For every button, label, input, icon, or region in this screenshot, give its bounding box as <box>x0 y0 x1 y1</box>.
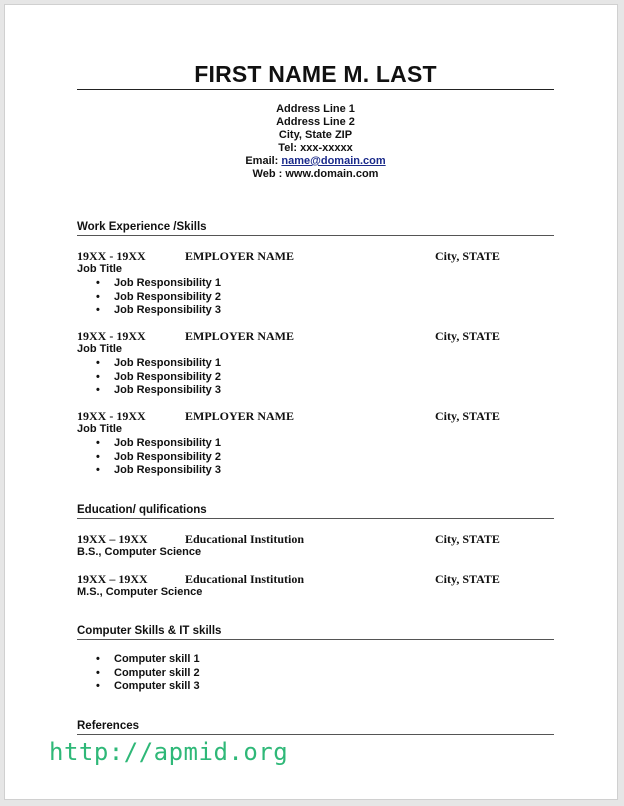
address-line-2: Address Line 2 <box>276 116 355 128</box>
education-entry-header <box>77 532 554 546</box>
skills-list <box>77 653 554 694</box>
work-entry <box>77 409 554 478</box>
responsibility-item: • Job Responsibility 1 <box>77 437 554 451</box>
work-location: City, STATE <box>435 329 500 343</box>
education-location: City, STATE <box>435 532 500 546</box>
section-divider-references <box>77 734 554 735</box>
city-state-zip: City, State ZIP <box>278 129 353 141</box>
education-dates: 19XX – 19XX <box>77 572 148 586</box>
responsibility-list <box>77 277 554 318</box>
responsibility-item: • Job Responsibility 1 <box>77 277 554 291</box>
skill-item: • Computer skill 2 <box>77 667 554 681</box>
education-location: City, STATE <box>435 572 500 586</box>
work-entry-header <box>77 409 554 423</box>
responsibility-item: • Job Responsibility 1 <box>77 357 554 371</box>
work-entry-header <box>77 329 554 343</box>
work-entry <box>77 329 554 398</box>
email-label: Email: <box>245 155 282 167</box>
skill-item: • Computer skill 1 <box>77 653 554 667</box>
responsibility-item: • Job Responsibility 2 <box>77 451 554 465</box>
job-title: Job Title <box>77 343 123 355</box>
education-entry <box>77 572 554 599</box>
institution-name: Educational Institution <box>185 532 305 546</box>
responsibility-item: • Job Responsibility 3 <box>77 464 554 478</box>
responsibility-item: • Job Responsibility 3 <box>77 304 554 318</box>
employer-name: EMPLOYER NAME <box>185 249 294 263</box>
responsibility-item: • Job Responsibility 2 <box>77 371 554 385</box>
section-divider-education <box>77 518 554 519</box>
employer-name: EMPLOYER NAME <box>185 329 294 343</box>
responsibility-list <box>77 357 554 398</box>
work-dates: 19XX - 19XX <box>77 409 146 423</box>
watermark-url: http://apmid.org <box>49 738 289 766</box>
responsibility-item: • Job Responsibility 2 <box>77 291 554 305</box>
education-dates: 19XX – 19XX <box>77 532 148 546</box>
job-title: Job Title <box>77 423 123 435</box>
candidate-name: FIRST NAME M. LAST <box>194 61 437 87</box>
work-entry-header <box>77 249 554 263</box>
skill-item: • Computer skill 3 <box>77 680 554 694</box>
address-line-1: Address Line 1 <box>276 103 355 115</box>
institution-name: Educational Institution <box>185 572 305 586</box>
work-dates: 19XX - 19XX <box>77 249 146 263</box>
job-title: Job Title <box>77 263 123 275</box>
website: Web : www.domain.com <box>252 168 379 180</box>
responsibility-list <box>77 437 554 478</box>
name-divider <box>77 89 554 90</box>
telephone: Tel: xxx-xxxxx <box>278 142 353 154</box>
degree: M.S., Computer Science <box>77 586 203 598</box>
email-link[interactable]: name@domain.com <box>281 155 386 167</box>
work-dates: 19XX - 19XX <box>77 329 146 343</box>
section-title-skills: Computer Skills & IT skills <box>77 625 222 637</box>
email-line <box>77 155 554 168</box>
degree: B.S., Computer Science <box>77 546 202 558</box>
work-location: City, STATE <box>435 249 500 263</box>
skills-entry <box>77 652 554 694</box>
work-entry <box>77 249 554 318</box>
work-location: City, STATE <box>435 409 500 423</box>
responsibility-item: • Job Responsibility 3 <box>77 384 554 398</box>
section-divider-skills <box>77 639 554 640</box>
resume-page <box>4 4 618 800</box>
section-divider-work <box>77 235 554 236</box>
contact-block <box>77 103 554 181</box>
employer-name: EMPLOYER NAME <box>185 409 294 423</box>
education-entry-header <box>77 572 554 586</box>
education-entry <box>77 532 554 559</box>
section-title-work: Work Experience /Skills <box>77 221 207 233</box>
section-title-references: References <box>77 720 140 732</box>
section-title-education: Education/ qulifications <box>77 504 207 516</box>
